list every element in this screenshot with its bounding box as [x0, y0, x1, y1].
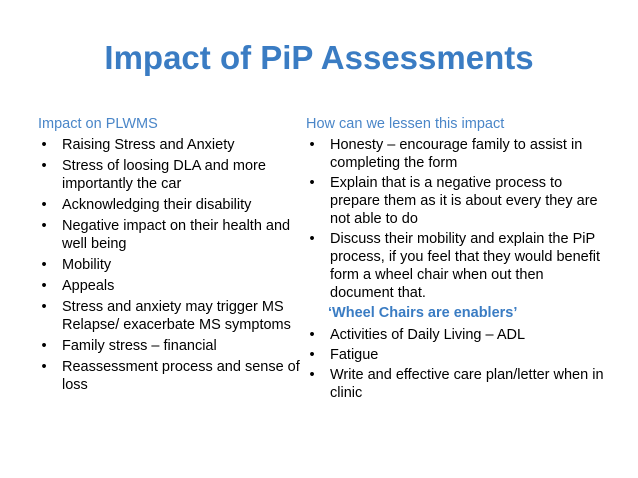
left-column-heading: Impact on PLWMS: [38, 116, 158, 132]
right-bullet-list-continued: [306, 326, 606, 402]
bullet-icon: •: [309, 367, 315, 383]
list-item-text: Stress of loosing DLA and more importantly the car: [62, 158, 266, 192]
bullet-icon: •: [309, 327, 315, 343]
list-item: [38, 217, 308, 253]
list-item: [38, 298, 308, 334]
list-item: [38, 256, 308, 274]
list-item: [306, 230, 606, 302]
list-item: [38, 277, 308, 295]
left-bullet-list: [38, 136, 308, 394]
slide-title: Impact of PiP Assessments: [104, 39, 534, 76]
right-bullet-list: [306, 136, 606, 302]
list-item-text: Negative impact on their health and well being: [62, 218, 291, 252]
bullet-icon: •: [41, 158, 47, 174]
list-item-text: Appeals: [62, 278, 115, 294]
list-item: [38, 337, 308, 355]
bullet-icon: •: [41, 299, 47, 315]
list-item-text: Activities of Daily Living – ADL: [330, 327, 526, 343]
list-item: [306, 366, 606, 402]
bullet-icon: •: [309, 175, 315, 191]
list-item-text: Write and effective care plan/letter when in clinic: [330, 367, 604, 401]
right-column: [306, 115, 606, 404]
list-item: [38, 196, 308, 214]
bullet-icon: •: [309, 137, 315, 153]
list-item-text: Reassessment process and sense of loss: [62, 359, 300, 393]
list-item: [306, 174, 606, 228]
bullet-icon: •: [41, 338, 47, 354]
bullet-icon: •: [41, 278, 47, 294]
list-item-text: Family stress – financial: [62, 338, 217, 354]
list-item-text: Fatigue: [330, 347, 379, 363]
list-item-text: Honesty – encourage family to assist in completing the form: [330, 137, 583, 171]
bullet-icon: •: [41, 359, 47, 375]
list-item: [306, 136, 606, 172]
bullet-icon: •: [41, 197, 47, 213]
list-item-text: Discuss their mobility and explain the PiP process, if you feel that they would benefit form a wheel chair when out then document that.: [330, 231, 601, 301]
list-item-text: Mobility: [62, 257, 112, 273]
list-item: [38, 136, 308, 154]
list-item: [38, 358, 308, 394]
list-item-text: Explain that is a negative process to prepare them as it is about every they are not able to do: [330, 175, 598, 227]
highlight-quote: ‘Wheel Chairs are enablers’: [328, 305, 518, 321]
bullet-icon: •: [41, 218, 47, 234]
list-item: [306, 326, 606, 344]
list-item-text: Raising Stress and Anxiety: [62, 137, 235, 153]
bullet-icon: •: [41, 137, 47, 153]
left-column: [38, 115, 308, 397]
bullet-icon: •: [41, 257, 47, 273]
right-column-heading: How can we lessen this impact: [306, 116, 505, 132]
bullet-icon: •: [309, 347, 315, 363]
list-item-text: Acknowledging their disability: [62, 197, 252, 213]
bullet-icon: •: [309, 231, 315, 247]
list-item: [306, 346, 606, 364]
list-item: [38, 157, 308, 193]
list-item-text: Stress and anxiety may trigger MS Relapse/ exacerbate MS symptoms: [62, 299, 291, 333]
